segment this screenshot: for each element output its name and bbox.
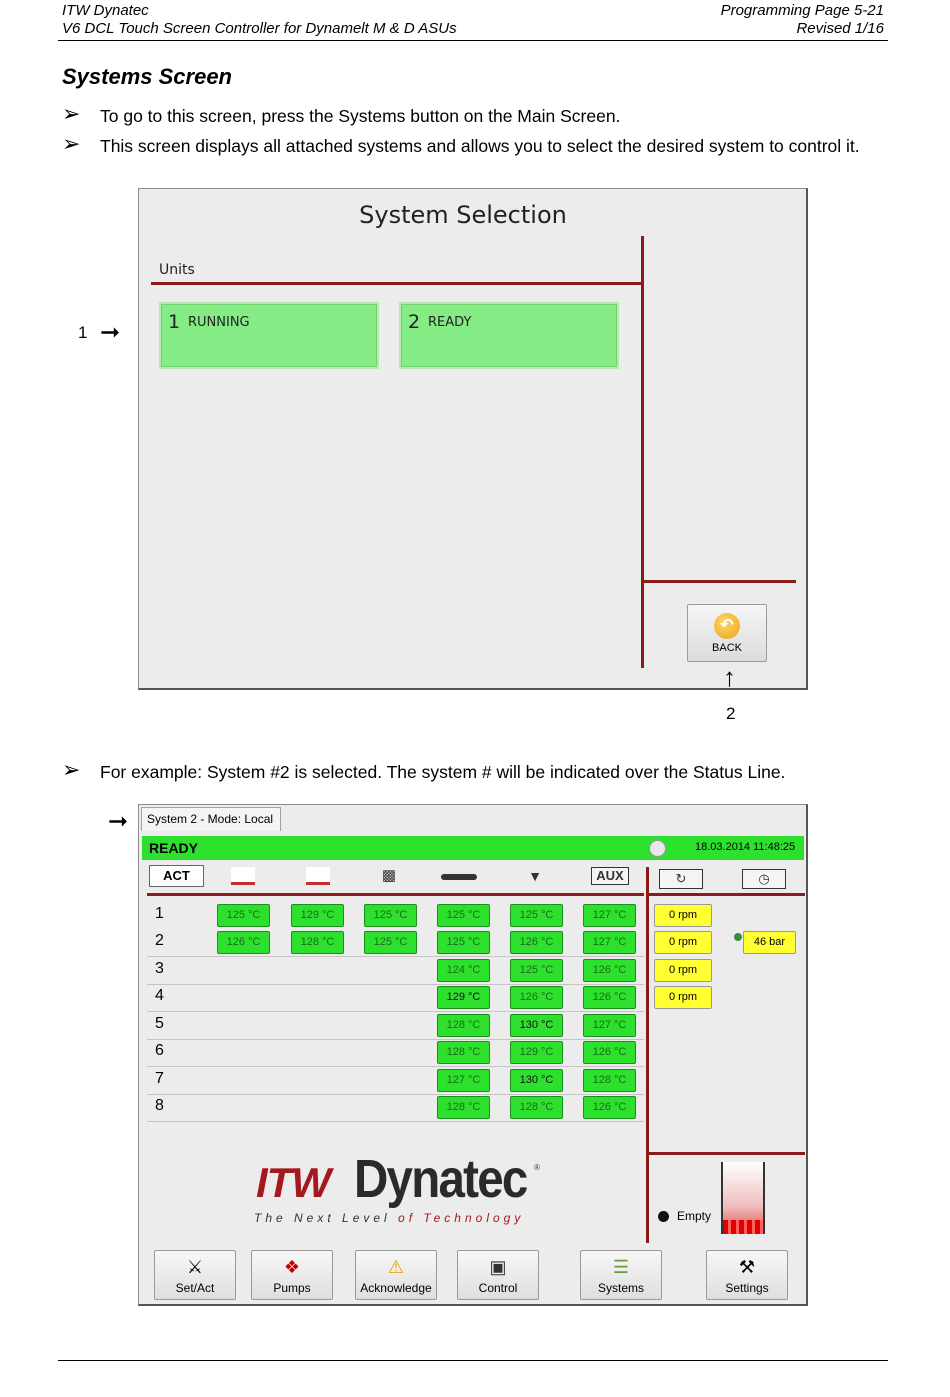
nozzle-icon [441,874,477,880]
temp-zone[interactable]: 126 °C [217,931,270,954]
section-title: Systems Screen [62,64,232,89]
dynatec-logo: Dynatec [354,1149,527,1209]
system-tab[interactable]: System 2 - Mode: Local [141,807,281,831]
settings-icon: ⚒ [738,1257,756,1277]
temp-zone[interactable]: 129 °C [291,904,344,927]
applicator-icon: ▼ [528,868,542,884]
temp-zone[interactable]: 125 °C [217,904,270,927]
back-label: BACK [712,642,742,654]
arrow-right-icon: ➞ [108,808,129,835]
aux-icon: AUX [591,867,629,885]
temp-zone[interactable]: 127 °C [437,1069,490,1092]
temp-zone[interactable]: 129 °C [437,986,490,1009]
temp-zone[interactable]: 129 °C [510,1041,563,1064]
row-separator [147,1039,644,1040]
temp-zone[interactable]: 124 °C [437,959,490,982]
nav-label: Systems [597,1281,644,1295]
temp-zone[interactable]: 126 °C [583,1096,636,1119]
divider [649,893,805,896]
arrow-bullet-icon: ➢ [62,757,81,782]
header-company: ITW Dynatec [62,2,149,19]
control-icon: ▣ [489,1257,507,1277]
temp-zone[interactable]: 125 °C [437,904,490,927]
itw-logo: ITW [256,1159,330,1206]
tank-icon [231,867,255,885]
divider [151,282,641,285]
divider [644,580,796,583]
bullet-3 [62,757,882,783]
tank-level-icon [721,1162,765,1234]
unit-number: 2 [408,311,421,333]
temp-zone[interactable]: 126 °C [510,931,563,954]
temp-zone[interactable]: 125 °C [364,931,417,954]
warning-icon: ⚠ [387,1257,405,1277]
system-selection-screenshot [138,188,808,690]
arrow-up-icon: ↑ [723,662,736,692]
temp-zone[interactable]: 128 °C [437,1041,490,1064]
temp-zone[interactable]: 127 °C [583,931,636,954]
level-indicator-icon [658,1211,669,1222]
temp-zone[interactable]: 125 °C [437,931,490,954]
bullet-text: For example: System #2 is selected. The system # will be indicated over the Status Line. [100,762,786,782]
pressure-indicator-icon [734,933,742,941]
pump-rpm[interactable]: 0 rpm [654,959,712,982]
temp-zone[interactable]: 128 °C [437,1096,490,1119]
settings-button[interactable] [706,1250,788,1300]
temp-zone[interactable]: 126 °C [583,986,636,1009]
bullet-text: To go to this screen, press the Systems button on the Main Screen. [100,106,621,126]
row-number: 5 [155,1015,164,1032]
row-number: 4 [155,987,164,1004]
divider [649,1152,805,1155]
row-separator [147,1094,644,1095]
row-number: 1 [155,905,164,922]
tagline-part: The Next Level [254,1211,399,1225]
registered-mark: ® [534,1163,540,1172]
row-separator [147,1121,644,1122]
back-circle-icon: ↶ [714,613,740,639]
refresh-icon[interactable]: ↻ [659,869,703,889]
unit-status: READY [428,315,472,330]
act-button[interactable]: ACT [149,865,204,887]
temp-zone[interactable]: 130 °C [510,1014,563,1037]
unit-2-button[interactable] [399,302,619,369]
row-separator [147,1066,644,1067]
temp-zone[interactable]: 126 °C [583,959,636,982]
header-right [721,2,884,38]
pump-rpm[interactable]: 0 rpm [654,986,712,1009]
divider [641,236,644,668]
pumps-button[interactable] [251,1250,333,1300]
temp-zone[interactable]: 126 °C [583,1041,636,1064]
units-label: Units [159,262,195,278]
arrow-right-icon: ➞ [100,319,121,346]
temp-zone[interactable]: 125 °C [364,904,417,927]
divider [646,867,649,1243]
temp-zone[interactable]: 125 °C [510,904,563,927]
hose-icon [306,867,330,885]
status-line [142,836,804,860]
temp-zone[interactable]: 128 °C [583,1069,636,1092]
level-label: Empty [677,1209,712,1223]
pump-icon: ❖ [283,1257,301,1277]
bullet-2 [62,131,882,157]
pressure-value[interactable]: 46 bar [743,931,796,954]
nav-label: Set/Act [175,1281,215,1295]
main-screen-screenshot [138,804,808,1306]
temp-zone[interactable]: 128 °C [510,1096,563,1119]
pump-rpm[interactable]: 0 rpm [654,904,712,927]
row-number: 8 [155,1097,164,1114]
header-manual-title: V6 DCL Touch Screen Controller for Dynamelt M & D ASUs [62,20,457,37]
temp-zone[interactable]: 128 °C [437,1014,490,1037]
arrow-bullet-icon: ➢ [62,101,81,126]
header-revision: Revised 1/16 [796,20,884,37]
nav-label: Acknowledge [360,1281,432,1295]
footer-rule [58,1360,888,1361]
temp-zone[interactable]: 130 °C [510,1069,563,1092]
pump-rpm[interactable]: 0 rpm [654,931,712,954]
nav-label: Settings [725,1281,769,1295]
nav-label: Control [478,1281,518,1295]
temp-zone[interactable]: 125 °C [510,959,563,982]
systems-icon: ☰ [612,1257,630,1277]
date-time: 18.03.2014 11:48:25 [695,841,796,853]
bullet-1 [62,101,882,127]
header-left [62,2,457,38]
systems-button[interactable] [580,1250,662,1300]
row-number: 7 [155,1070,164,1087]
callout-1: 1 [78,323,88,342]
row-separator [147,1011,644,1012]
unit-status: RUNNING [188,315,250,330]
gauge-icon[interactable]: ◷ [742,869,786,889]
row-number: 2 [155,932,164,949]
callout-2: 2 [726,704,736,723]
divider [147,893,644,896]
set-act-icon: ⚔ [186,1257,204,1277]
status-text: READY [149,840,199,856]
row-number: 6 [155,1042,164,1059]
heater-icon: ▩ [381,867,397,884]
temp-zone[interactable]: 127 °C [583,1014,636,1037]
acknowledge-button[interactable] [355,1250,437,1300]
row-separator [147,956,644,957]
unit-number: 1 [168,311,181,333]
temp-zone[interactable]: 128 °C [291,931,344,954]
temp-zone[interactable]: 126 °C [510,986,563,1009]
set-act-button[interactable] [154,1250,236,1300]
clock-icon [649,840,666,857]
nav-label: Pumps [273,1281,311,1295]
logo-tagline [254,1211,524,1225]
temp-zone[interactable]: 127 °C [583,904,636,927]
unit-1-button[interactable] [159,302,379,369]
row-separator [147,984,644,985]
header-page: Programming Page 5-21 [720,2,884,19]
row-number: 3 [155,960,164,977]
bullet-text: This screen displays all attached systems and allows you to select the desired system to control it. [100,136,860,156]
control-button[interactable] [457,1250,539,1300]
screen-title: System Selection [359,201,567,229]
heater-flame-icon [723,1220,763,1234]
back-button[interactable] [687,604,767,662]
arrow-bullet-icon: ➢ [62,131,81,156]
tagline-part: of Technology [398,1211,525,1225]
header-rule [58,40,888,41]
